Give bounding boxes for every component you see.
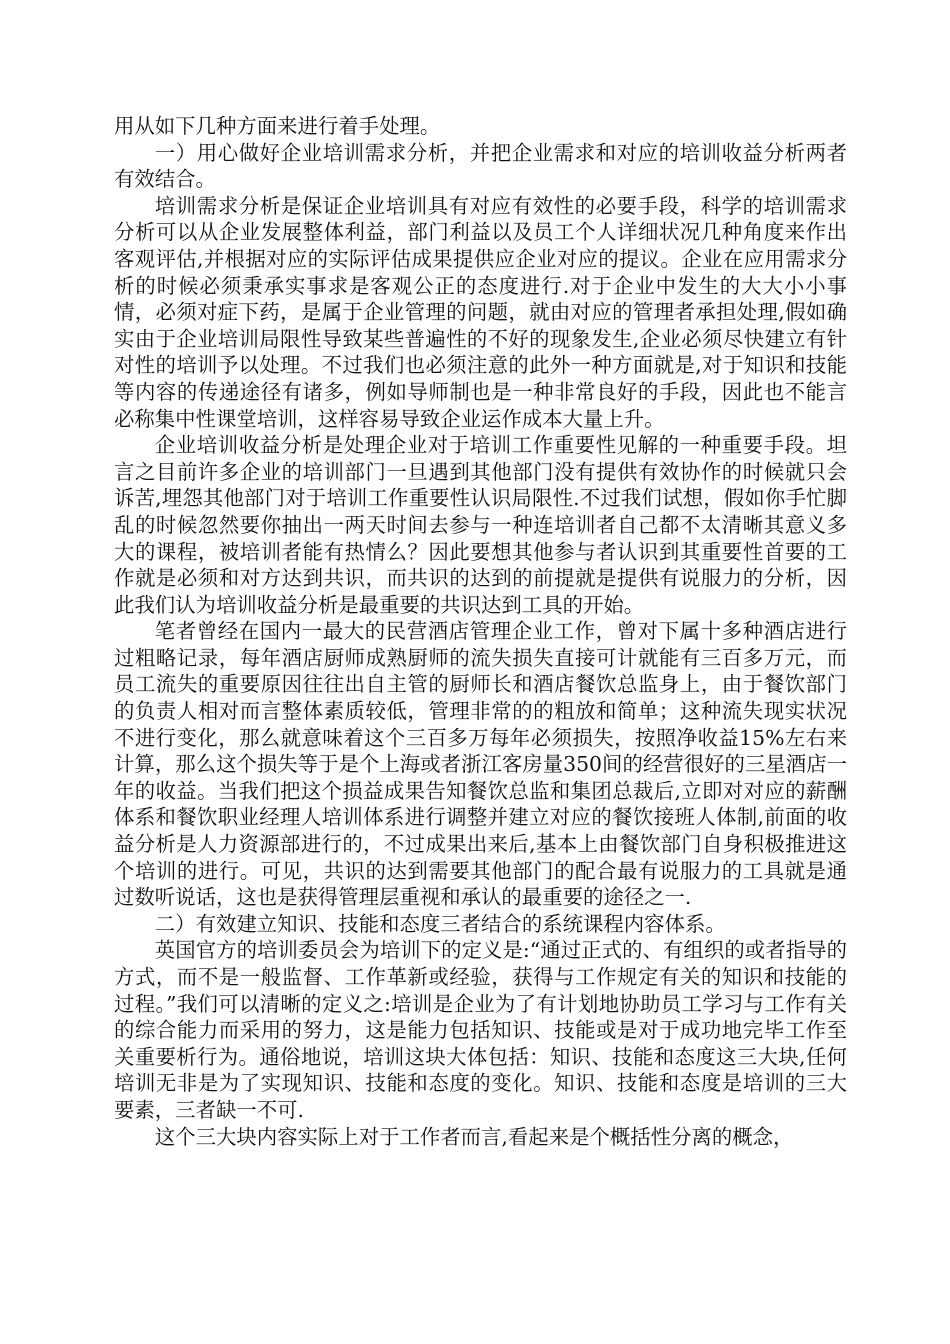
section-heading-course-system: 二）有效建立知识、技能和态度三者结合的系统课程内容体系。 [154, 911, 726, 936]
paragraph-training-definition: 英国官方的培训委员会为培训下的定义是:“通过正式的、有组织的或者指导的方式，而不是一般监督、工作革新或经验，获得与工作规定有关的知识和技能的过程。”我们可以清晰的定义之:培训是企业为了有计划地协助员工学习与工作有关的综合能力而采用的努力，这是能力包括知识、技能或是对于成功地完毕工作至关重要析行为。通俗地说，培训这块大体包括：知识、技能和态度这三大块,任何培训无非是为了实现知识、技能和态度的变化。知识、技能和态度是培训的三大要素，三者缺一不可. [114, 938, 847, 1122]
paragraph-benefit-analysis: 企业培训收益分析是处理企业对于培训工作重要性见解的一种重要手段。坦言之目前许多企业的培训部门一旦遇到其他部门没有提供有效协作的时候就只会诉苦,埋怨其他部门对于培训工作重要性认识局限性.不过我们试想，假如你手忙脚乱的时候忽然要你抽出一两天时间去参与一种连培训者自己都不太清晰其意义多大的课程，被培训者能有热情么？因此要想其他参与者认识到其重要性首要的工作就是必须和对方达到共识，而共识的达到的前提就是提供有说服力的分析，因此我们认为培训收益分析是最重要的共识达到工具的开始。 [114, 433, 847, 617]
section-heading-training-needs: 一）用心做好企业培训需求分析，并把企业需求和对应的培训收益分析两者有效结合。 [114, 140, 847, 192]
paragraph-needs-analysis: 培训需求分析是保证企业培训具有对应有效性的必要手段，科学的培训需求分析可以从企业发展整体利益，部门利益以及员工个人详细状况几种角度来作出客观评估,并根据对应的实际评估成果提供应企业对应的提议。企业在应用需求分析的时候必须秉承实事求是客观公正的态度进行.对于企业中发生的大大小小事情，必须对症下药，是属于企业管理的问题，就由对应的管理者承担处理,假如确实由于企业培训局限性导致某些普遍性的不好的现象发生,企业必须尽快建立有针对性的培训予以处理。不过我们也必须注意的此外一种方面就是,对于知识和技能等内容的传递途径有诸多，例如导师制也是一种非常良好的手段，因此也不能言必称集中性课堂培训，这样容易导致企业运作成本大量上升。 [114, 193, 847, 431]
paragraph-continuation: 用从如下几种方面来进行着手处理。 [114, 114, 441, 138]
document-page [114, 113, 847, 1150]
paragraph-hotel-case: 笔者曾经在国内一最大的民营酒店管理企业工作，曾对下属十多种酒店进行过粗略记录，每年酒店厨师成熟厨师的流失损失直接可计就能有三百多万元，而员工流失的重要原因往往出自主管的厨师长和酒店餐饮总监身上，由于餐饮部门的负责人相对而言整体素质较低，管理非常的的粗放和简单；这种流失现实状况不进行变化，那么就意味着这个三百多万每年必须损失，按照净收益15%左右来计算，那么这个损失等于是个上海或者浙江客房量350间的经营很好的三星酒店一年的收益。当我们把这个损益成果告知餐饮总监和集团总裁后,立即对对应的薪酬体系和餐饮职业经理人培训体系进行调整并建立对应的餐饮接班人体制,前面的收益分析是人力资源部进行的，不过成果出来后,基本上由餐饮部门自身积极推进这个培训的进行。可见，共识的达到需要其他部门的配合最有说服力的工具就是通过数听说话，这也是获得管理层重视和承认的最重要的途径之一. [114, 619, 847, 910]
paragraph-three-blocks: 这个三大块内容实际上对于工作者而言,看起来是个概括性分离的概念， [154, 1124, 794, 1149]
